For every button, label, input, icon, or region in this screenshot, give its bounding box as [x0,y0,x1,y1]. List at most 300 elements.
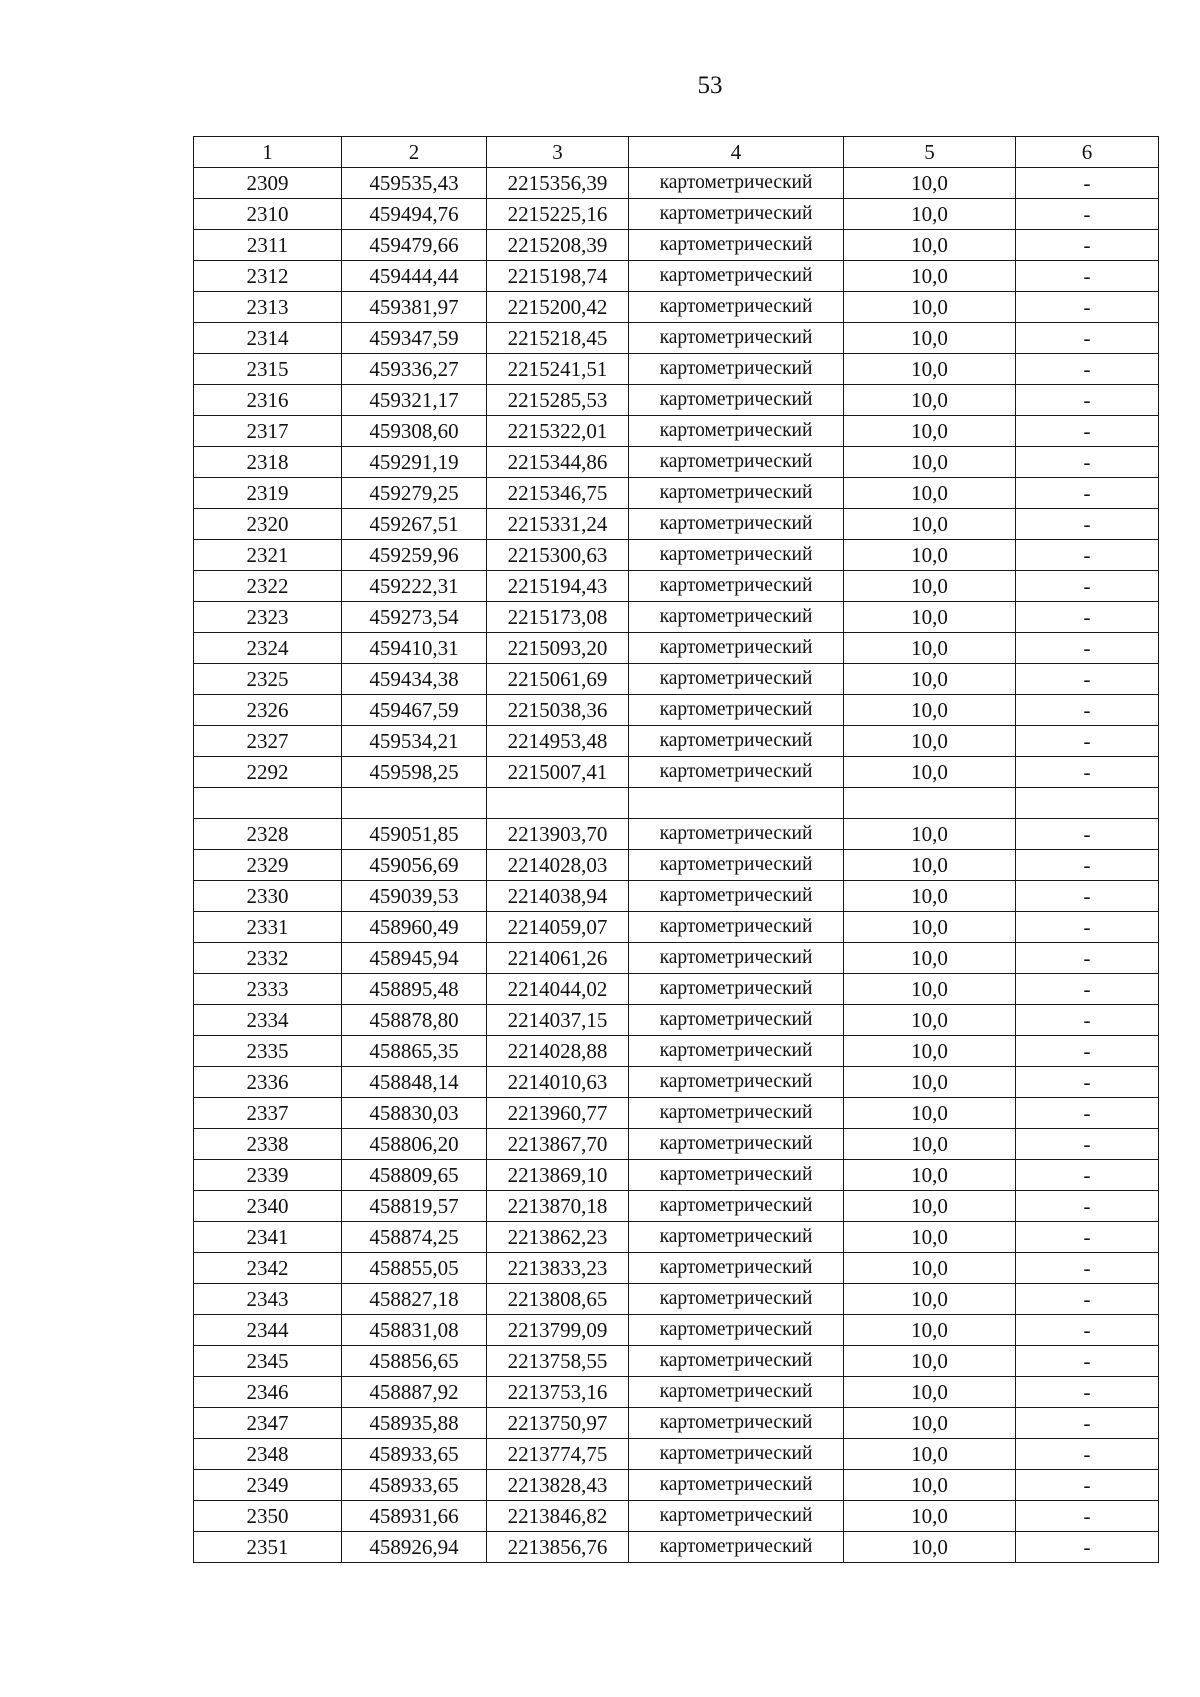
x-coordinate-cell: 458865,35 [342,1036,487,1067]
note-cell: - [1016,385,1159,416]
y-coordinate-cell: 2215285,53 [487,385,629,416]
note-cell: - [1016,1315,1159,1346]
table-header [194,137,1159,168]
x-coordinate-cell: 459336,27 [342,354,487,385]
x-coordinate-cell: 459222,31 [342,571,487,602]
table-row [194,385,1159,416]
method-cell: картометрический [629,912,844,943]
y-coordinate-cell: 2215300,63 [487,540,629,571]
table-row [194,323,1159,354]
note-cell: - [1016,1098,1159,1129]
method-cell: картометрический [629,1098,844,1129]
accuracy-cell: 10,0 [844,1067,1016,1098]
note-cell: - [1016,1222,1159,1253]
accuracy-cell: 10,0 [844,292,1016,323]
y-coordinate-cell: 2213828,43 [487,1470,629,1501]
y-coordinate-cell: 2215200,42 [487,292,629,323]
x-coordinate-cell: 459056,69 [342,850,487,881]
table-row [194,1005,1159,1036]
y-coordinate-cell: 2215218,45 [487,323,629,354]
point-number-cell: 2341 [194,1222,342,1253]
x-coordinate-cell: 458848,14 [342,1067,487,1098]
y-coordinate-cell: 2214028,03 [487,850,629,881]
accuracy-cell: 10,0 [844,1222,1016,1253]
accuracy-cell: 10,0 [844,1501,1016,1532]
note-cell: - [1016,850,1159,881]
x-coordinate-cell: 458960,49 [342,912,487,943]
note-cell: - [1016,1036,1159,1067]
table-row [194,757,1159,788]
y-coordinate-cell: 2214059,07 [487,912,629,943]
accuracy-cell: 10,0 [844,1129,1016,1160]
point-number-cell: 2326 [194,695,342,726]
column-header-5: 5 [844,137,1016,168]
point-number-cell: 2350 [194,1501,342,1532]
y-coordinate-cell [487,788,629,819]
x-coordinate-cell: 459279,25 [342,478,487,509]
accuracy-cell: 10,0 [844,1160,1016,1191]
table-row [194,509,1159,540]
column-header-6: 6 [1016,137,1159,168]
method-cell: картометрический [629,1253,844,1284]
point-number-cell: 2329 [194,850,342,881]
accuracy-cell: 10,0 [844,912,1016,943]
x-coordinate-cell: 459410,31 [342,633,487,664]
accuracy-cell: 10,0 [844,509,1016,540]
y-coordinate-cell: 2213808,65 [487,1284,629,1315]
x-coordinate-cell: 458945,94 [342,943,487,974]
point-number-cell: 2348 [194,1439,342,1470]
y-coordinate-cell: 2215061,69 [487,664,629,695]
x-coordinate-cell: 458819,57 [342,1191,487,1222]
accuracy-cell: 10,0 [844,261,1016,292]
note-cell: - [1016,1346,1159,1377]
accuracy-cell: 10,0 [844,416,1016,447]
x-coordinate-cell: 459259,96 [342,540,487,571]
coordinates-table [193,136,1159,1563]
point-number-cell: 2336 [194,1067,342,1098]
y-coordinate-cell: 2213846,82 [487,1501,629,1532]
accuracy-cell: 10,0 [844,385,1016,416]
accuracy-cell: 10,0 [844,1470,1016,1501]
method-cell: картометрический [629,292,844,323]
x-coordinate-cell: 459444,44 [342,261,487,292]
method-cell: картометрический [629,881,844,912]
point-number-cell: 2327 [194,726,342,757]
table-row [194,1253,1159,1284]
note-cell: - [1016,819,1159,850]
accuracy-cell: 10,0 [844,199,1016,230]
accuracy-cell: 10,0 [844,230,1016,261]
method-cell: картометрический [629,602,844,633]
table-row [194,633,1159,664]
point-number-cell: 2345 [194,1346,342,1377]
x-coordinate-cell: 459308,60 [342,416,487,447]
table-row [194,1470,1159,1501]
note-cell: - [1016,199,1159,230]
accuracy-cell: 10,0 [844,881,1016,912]
point-number-cell: 2351 [194,1532,342,1563]
column-header-2: 2 [342,137,487,168]
x-coordinate-cell: 459494,76 [342,199,487,230]
note-cell: - [1016,881,1159,912]
table-row [194,726,1159,757]
table-row [194,1315,1159,1346]
table-row [194,1222,1159,1253]
y-coordinate-cell: 2213750,97 [487,1408,629,1439]
point-number-cell: 2323 [194,602,342,633]
table-row [194,292,1159,323]
y-coordinate-cell: 2213799,09 [487,1315,629,1346]
table-row [194,912,1159,943]
x-coordinate-cell: 459381,97 [342,292,487,323]
point-number-cell: 2312 [194,261,342,292]
x-coordinate-cell: 459051,85 [342,819,487,850]
method-cell: картометрический [629,1005,844,1036]
accuracy-cell: 10,0 [844,1346,1016,1377]
accuracy-cell: 10,0 [844,571,1016,602]
note-cell: - [1016,261,1159,292]
header-row [194,137,1159,168]
y-coordinate-cell: 2213774,75 [487,1439,629,1470]
method-cell: картометрический [629,323,844,354]
y-coordinate-cell: 2213870,18 [487,1191,629,1222]
point-number-cell: 2311 [194,230,342,261]
point-number-cell: 2333 [194,974,342,1005]
note-cell: - [1016,1470,1159,1501]
accuracy-cell: 10,0 [844,664,1016,695]
method-cell: картометрический [629,571,844,602]
table-row [194,602,1159,633]
point-number-cell: 2338 [194,1129,342,1160]
y-coordinate-cell: 2215331,24 [487,509,629,540]
accuracy-cell: 10,0 [844,1036,1016,1067]
note-cell: - [1016,571,1159,602]
y-coordinate-cell: 2215356,39 [487,168,629,199]
note-cell: - [1016,633,1159,664]
x-coordinate-cell: 458806,20 [342,1129,487,1160]
y-coordinate-cell: 2215241,51 [487,354,629,385]
note-cell: - [1016,416,1159,447]
method-cell: картометрический [629,509,844,540]
note-cell: - [1016,1253,1159,1284]
point-number-cell: 2320 [194,509,342,540]
note-cell: - [1016,168,1159,199]
table-row [194,540,1159,571]
note-cell: - [1016,974,1159,1005]
note-cell: - [1016,602,1159,633]
point-number-cell: 2330 [194,881,342,912]
method-cell: картометрический [629,199,844,230]
point-number-cell: 2337 [194,1098,342,1129]
y-coordinate-cell: 2215346,75 [487,478,629,509]
accuracy-cell: 10,0 [844,1284,1016,1315]
x-coordinate-cell: 458855,05 [342,1253,487,1284]
note-cell: - [1016,447,1159,478]
note-cell: - [1016,509,1159,540]
x-coordinate-cell: 459347,59 [342,323,487,354]
x-coordinate-cell: 458830,03 [342,1098,487,1129]
table-row [194,261,1159,292]
column-header-4: 4 [629,137,844,168]
point-number-cell: 2319 [194,478,342,509]
accuracy-cell: 10,0 [844,1253,1016,1284]
page-number: 53 [697,72,723,99]
method-cell: картометрический [629,695,844,726]
note-cell: - [1016,664,1159,695]
point-number-cell: 2314 [194,323,342,354]
method-cell: картометрический [629,1501,844,1532]
point-number-cell: 2310 [194,199,342,230]
point-number-cell: 2334 [194,1005,342,1036]
accuracy-cell: 10,0 [844,1439,1016,1470]
note-cell: - [1016,292,1159,323]
table-row [194,1160,1159,1191]
x-coordinate-cell: 458933,65 [342,1470,487,1501]
point-number-cell: 2322 [194,571,342,602]
y-coordinate-cell: 2214037,15 [487,1005,629,1036]
y-coordinate-cell: 2214044,02 [487,974,629,1005]
note-cell: - [1016,1191,1159,1222]
accuracy-cell: 10,0 [844,1532,1016,1563]
accuracy-cell: 10,0 [844,850,1016,881]
x-coordinate-cell: 459598,25 [342,757,487,788]
point-number-cell: 2317 [194,416,342,447]
y-coordinate-cell: 2215038,36 [487,695,629,726]
y-coordinate-cell: 2214061,26 [487,943,629,974]
x-coordinate-cell: 459291,19 [342,447,487,478]
x-coordinate-cell: 458809,65 [342,1160,487,1191]
method-cell: картометрический [629,819,844,850]
x-coordinate-cell: 459434,38 [342,664,487,695]
note-cell: - [1016,1377,1159,1408]
point-number-cell: 2292 [194,757,342,788]
point-number-cell: 2313 [194,292,342,323]
table-row [194,1067,1159,1098]
table-row [194,1036,1159,1067]
method-cell: картометрический [629,1470,844,1501]
x-coordinate-cell: 459479,66 [342,230,487,261]
method-cell [629,788,844,819]
point-number-cell: 2321 [194,540,342,571]
method-cell: картометрический [629,1036,844,1067]
method-cell: картометрический [629,974,844,1005]
note-cell: - [1016,230,1159,261]
x-coordinate-cell: 459467,59 [342,695,487,726]
note-cell: - [1016,1501,1159,1532]
y-coordinate-cell: 2215194,43 [487,571,629,602]
point-number-cell: 2342 [194,1253,342,1284]
table-row [194,974,1159,1005]
note-cell: - [1016,478,1159,509]
x-coordinate-cell: 458887,92 [342,1377,487,1408]
method-cell: картометрический [629,664,844,695]
note-cell: - [1016,540,1159,571]
x-coordinate-cell: 459534,21 [342,726,487,757]
accuracy-cell: 10,0 [844,1377,1016,1408]
y-coordinate-cell: 2215208,39 [487,230,629,261]
method-cell: картометрический [629,1408,844,1439]
note-cell: - [1016,1439,1159,1470]
note-cell: - [1016,323,1159,354]
table-row [194,1377,1159,1408]
accuracy-cell: 10,0 [844,354,1016,385]
method-cell: картометрический [629,1191,844,1222]
method-cell: картометрический [629,633,844,664]
y-coordinate-cell: 2213903,70 [487,819,629,850]
accuracy-cell: 10,0 [844,1098,1016,1129]
x-coordinate-cell: 458878,80 [342,1005,487,1036]
y-coordinate-cell: 2213856,76 [487,1532,629,1563]
method-cell: картометрический [629,447,844,478]
y-coordinate-cell: 2214010,63 [487,1067,629,1098]
method-cell: картометрический [629,354,844,385]
accuracy-cell: 10,0 [844,478,1016,509]
y-coordinate-cell: 2215198,74 [487,261,629,292]
point-number-cell: 2315 [194,354,342,385]
table-row [194,664,1159,695]
accuracy-cell: 10,0 [844,602,1016,633]
point-number-cell: 2343 [194,1284,342,1315]
method-cell: картометрический [629,540,844,571]
point-number-cell: 2344 [194,1315,342,1346]
accuracy-cell: 10,0 [844,695,1016,726]
y-coordinate-cell: 2213862,23 [487,1222,629,1253]
y-coordinate-cell: 2215322,01 [487,416,629,447]
point-number-cell: 2340 [194,1191,342,1222]
x-coordinate-cell: 458856,65 [342,1346,487,1377]
accuracy-cell: 10,0 [844,943,1016,974]
x-coordinate-cell: 459535,43 [342,168,487,199]
note-cell: - [1016,1005,1159,1036]
point-number-cell: 2324 [194,633,342,664]
table-row [194,943,1159,974]
method-cell: картометрический [629,1222,844,1253]
point-number-cell: 2316 [194,385,342,416]
method-cell: картометрический [629,943,844,974]
y-coordinate-cell: 2213960,77 [487,1098,629,1129]
table-row [194,447,1159,478]
method-cell: картометрический [629,1377,844,1408]
x-coordinate-cell: 458831,08 [342,1315,487,1346]
x-coordinate-cell [342,788,487,819]
point-number-cell: 2332 [194,943,342,974]
method-cell: картометрический [629,261,844,292]
accuracy-cell: 10,0 [844,819,1016,850]
note-cell: - [1016,1160,1159,1191]
accuracy-cell: 10,0 [844,1191,1016,1222]
method-cell: картометрический [629,1315,844,1346]
x-coordinate-cell: 458931,66 [342,1501,487,1532]
note-cell: - [1016,1532,1159,1563]
method-cell: картометрический [629,726,844,757]
y-coordinate-cell: 2213758,55 [487,1346,629,1377]
x-coordinate-cell: 458926,94 [342,1532,487,1563]
table-row [194,168,1159,199]
point-number-cell: 2328 [194,819,342,850]
accuracy-cell: 10,0 [844,1408,1016,1439]
table-row [194,1284,1159,1315]
accuracy-cell: 10,0 [844,1315,1016,1346]
method-cell: картометрический [629,850,844,881]
note-cell: - [1016,757,1159,788]
accuracy-cell: 10,0 [844,974,1016,1005]
point-number-cell: 2318 [194,447,342,478]
x-coordinate-cell: 459273,54 [342,602,487,633]
method-cell: картометрический [629,230,844,261]
note-cell: - [1016,943,1159,974]
point-number-cell: 2335 [194,1036,342,1067]
table-row [194,819,1159,850]
table-row [194,881,1159,912]
table-row [194,1408,1159,1439]
table-row [194,571,1159,602]
accuracy-cell [844,788,1016,819]
table-row [194,850,1159,881]
table-row [194,1501,1159,1532]
y-coordinate-cell: 2215344,86 [487,447,629,478]
x-coordinate-cell: 459039,53 [342,881,487,912]
y-coordinate-cell: 2213869,10 [487,1160,629,1191]
note-cell: - [1016,1408,1159,1439]
x-coordinate-cell: 458827,18 [342,1284,487,1315]
accuracy-cell: 10,0 [844,168,1016,199]
x-coordinate-cell: 459321,17 [342,385,487,416]
point-number-cell: 2325 [194,664,342,695]
x-coordinate-cell: 458874,25 [342,1222,487,1253]
method-cell: картометрический [629,1284,844,1315]
x-coordinate-cell: 459267,51 [342,509,487,540]
accuracy-cell: 10,0 [844,447,1016,478]
note-cell: - [1016,912,1159,943]
method-cell: картометрический [629,1129,844,1160]
note-cell: - [1016,1067,1159,1098]
accuracy-cell: 10,0 [844,633,1016,664]
column-header-3: 3 [487,137,629,168]
method-cell: картометрический [629,385,844,416]
y-coordinate-cell: 2214028,88 [487,1036,629,1067]
accuracy-cell: 10,0 [844,726,1016,757]
method-cell: картометрический [629,1160,844,1191]
table-row [194,1191,1159,1222]
column-header-1: 1 [194,137,342,168]
table-row [194,695,1159,726]
accuracy-cell: 10,0 [844,540,1016,571]
table-row [194,1129,1159,1160]
method-cell: картометрический [629,1439,844,1470]
y-coordinate-cell: 2214953,48 [487,726,629,757]
method-cell: картометрический [629,478,844,509]
point-number-cell: 2347 [194,1408,342,1439]
y-coordinate-cell: 2213867,70 [487,1129,629,1160]
table-row [194,354,1159,385]
method-cell: картометрический [629,1346,844,1377]
table-row [194,1098,1159,1129]
note-cell: - [1016,1129,1159,1160]
table-row [194,199,1159,230]
accuracy-cell: 10,0 [844,323,1016,354]
x-coordinate-cell: 458895,48 [342,974,487,1005]
point-number-cell: 2331 [194,912,342,943]
accuracy-cell: 10,0 [844,757,1016,788]
y-coordinate-cell: 2213753,16 [487,1377,629,1408]
method-cell: картометрический [629,1532,844,1563]
point-number-cell: 2346 [194,1377,342,1408]
table-body [194,168,1159,1563]
method-cell: картометрический [629,757,844,788]
y-coordinate-cell: 2215225,16 [487,199,629,230]
note-cell [1016,788,1159,819]
